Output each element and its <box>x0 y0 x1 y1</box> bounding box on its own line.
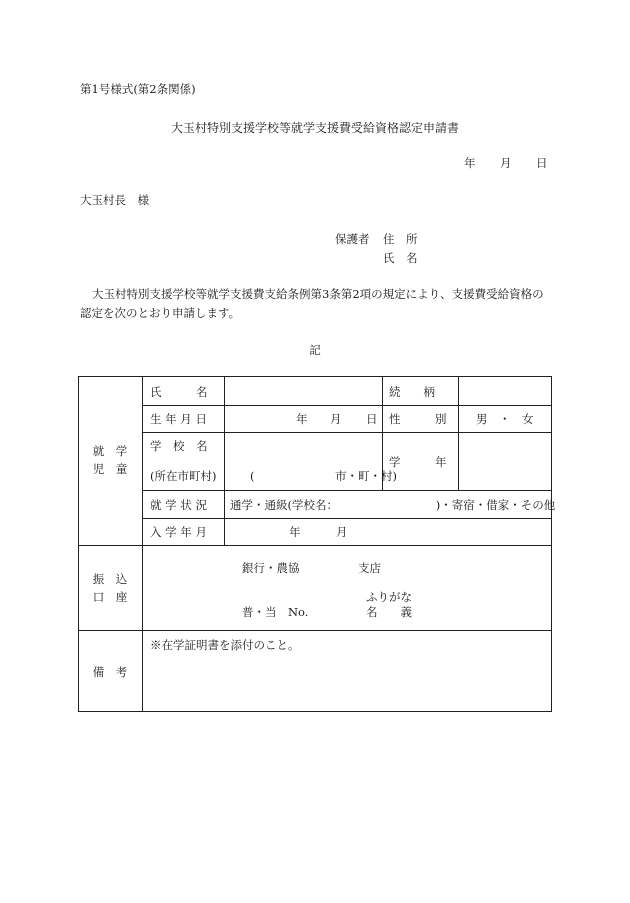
table-divider <box>142 490 552 491</box>
enrollment-month-label: 月 <box>336 525 348 539</box>
document-title: 大玉村特別支援学校等就学支援費受給資格認定申請書 <box>170 121 459 135</box>
bank-account-section-label: 振 込 口 座 <box>92 572 128 604</box>
form-number: 第1号様式(第2条関係) <box>80 82 196 96</box>
enrollment-label: 入 学 年 月 <box>150 525 207 539</box>
addressee: 大玉村長 様 <box>80 193 149 207</box>
attendance-status-options: 通学・通級(学校名： )・寄宿・借家・その他 <box>230 498 556 512</box>
date-day-label: 日 <box>536 156 548 170</box>
enrollment-year-label: 年 <box>289 525 301 539</box>
guardian-name-label: 氏 名 <box>383 251 418 265</box>
bank-type-options: 銀行・農協 <box>242 561 300 575</box>
birthdate-label: 生 年 月 日 <box>150 412 207 426</box>
school-name-label: 学 校 名 <box>150 439 208 453</box>
student-section-label: 就 学 児 童 <box>92 444 128 476</box>
table-divider <box>224 376 225 545</box>
table-divider <box>142 405 552 406</box>
sex-label: 性 別 <box>389 412 447 426</box>
application-statement: 大玉村特別支援学校等就学支援費支給条例第3条第2項の規定により、支援費受給資格の認定を次のとおり申請します。 <box>80 287 544 320</box>
grade-label: 学 年 <box>389 455 447 469</box>
birth-day-label: 日 <box>366 412 378 426</box>
ki-heading: 記 <box>309 343 321 357</box>
remarks-note: ※在学証明書を添付のこと。 <box>150 638 300 652</box>
guardian-label: 保護者 <box>335 232 370 246</box>
table-divider <box>78 630 552 631</box>
branch-label: 支店 <box>358 561 381 575</box>
table-divider <box>78 545 552 546</box>
sex-options: 男 ・ 女 <box>476 412 534 426</box>
furigana-label: ふりがな <box>366 590 412 604</box>
table-divider <box>142 432 552 433</box>
account-holder-label: 名 義 <box>366 605 412 619</box>
attendance-status-label: 就 学 状 況 <box>150 498 207 512</box>
date-year-label: 年 <box>464 156 476 170</box>
birth-year-label: 年 <box>296 412 308 426</box>
school-location-label: (所在市町村) <box>150 469 217 483</box>
table-divider <box>142 518 552 519</box>
birth-month-label: 月 <box>330 412 342 426</box>
guardian-address-label: 住 所 <box>383 232 418 246</box>
account-type-label: 普・当 No. <box>242 605 309 619</box>
remarks-label: 備 考 <box>92 665 128 679</box>
date-month-label: 月 <box>500 156 512 170</box>
relationship-label: 続 柄 <box>389 385 435 399</box>
table-divider <box>142 376 143 712</box>
name-label: 氏 名 <box>150 385 208 399</box>
school-location-value: ( 市・町・村) <box>250 469 397 483</box>
table-divider <box>458 376 459 490</box>
